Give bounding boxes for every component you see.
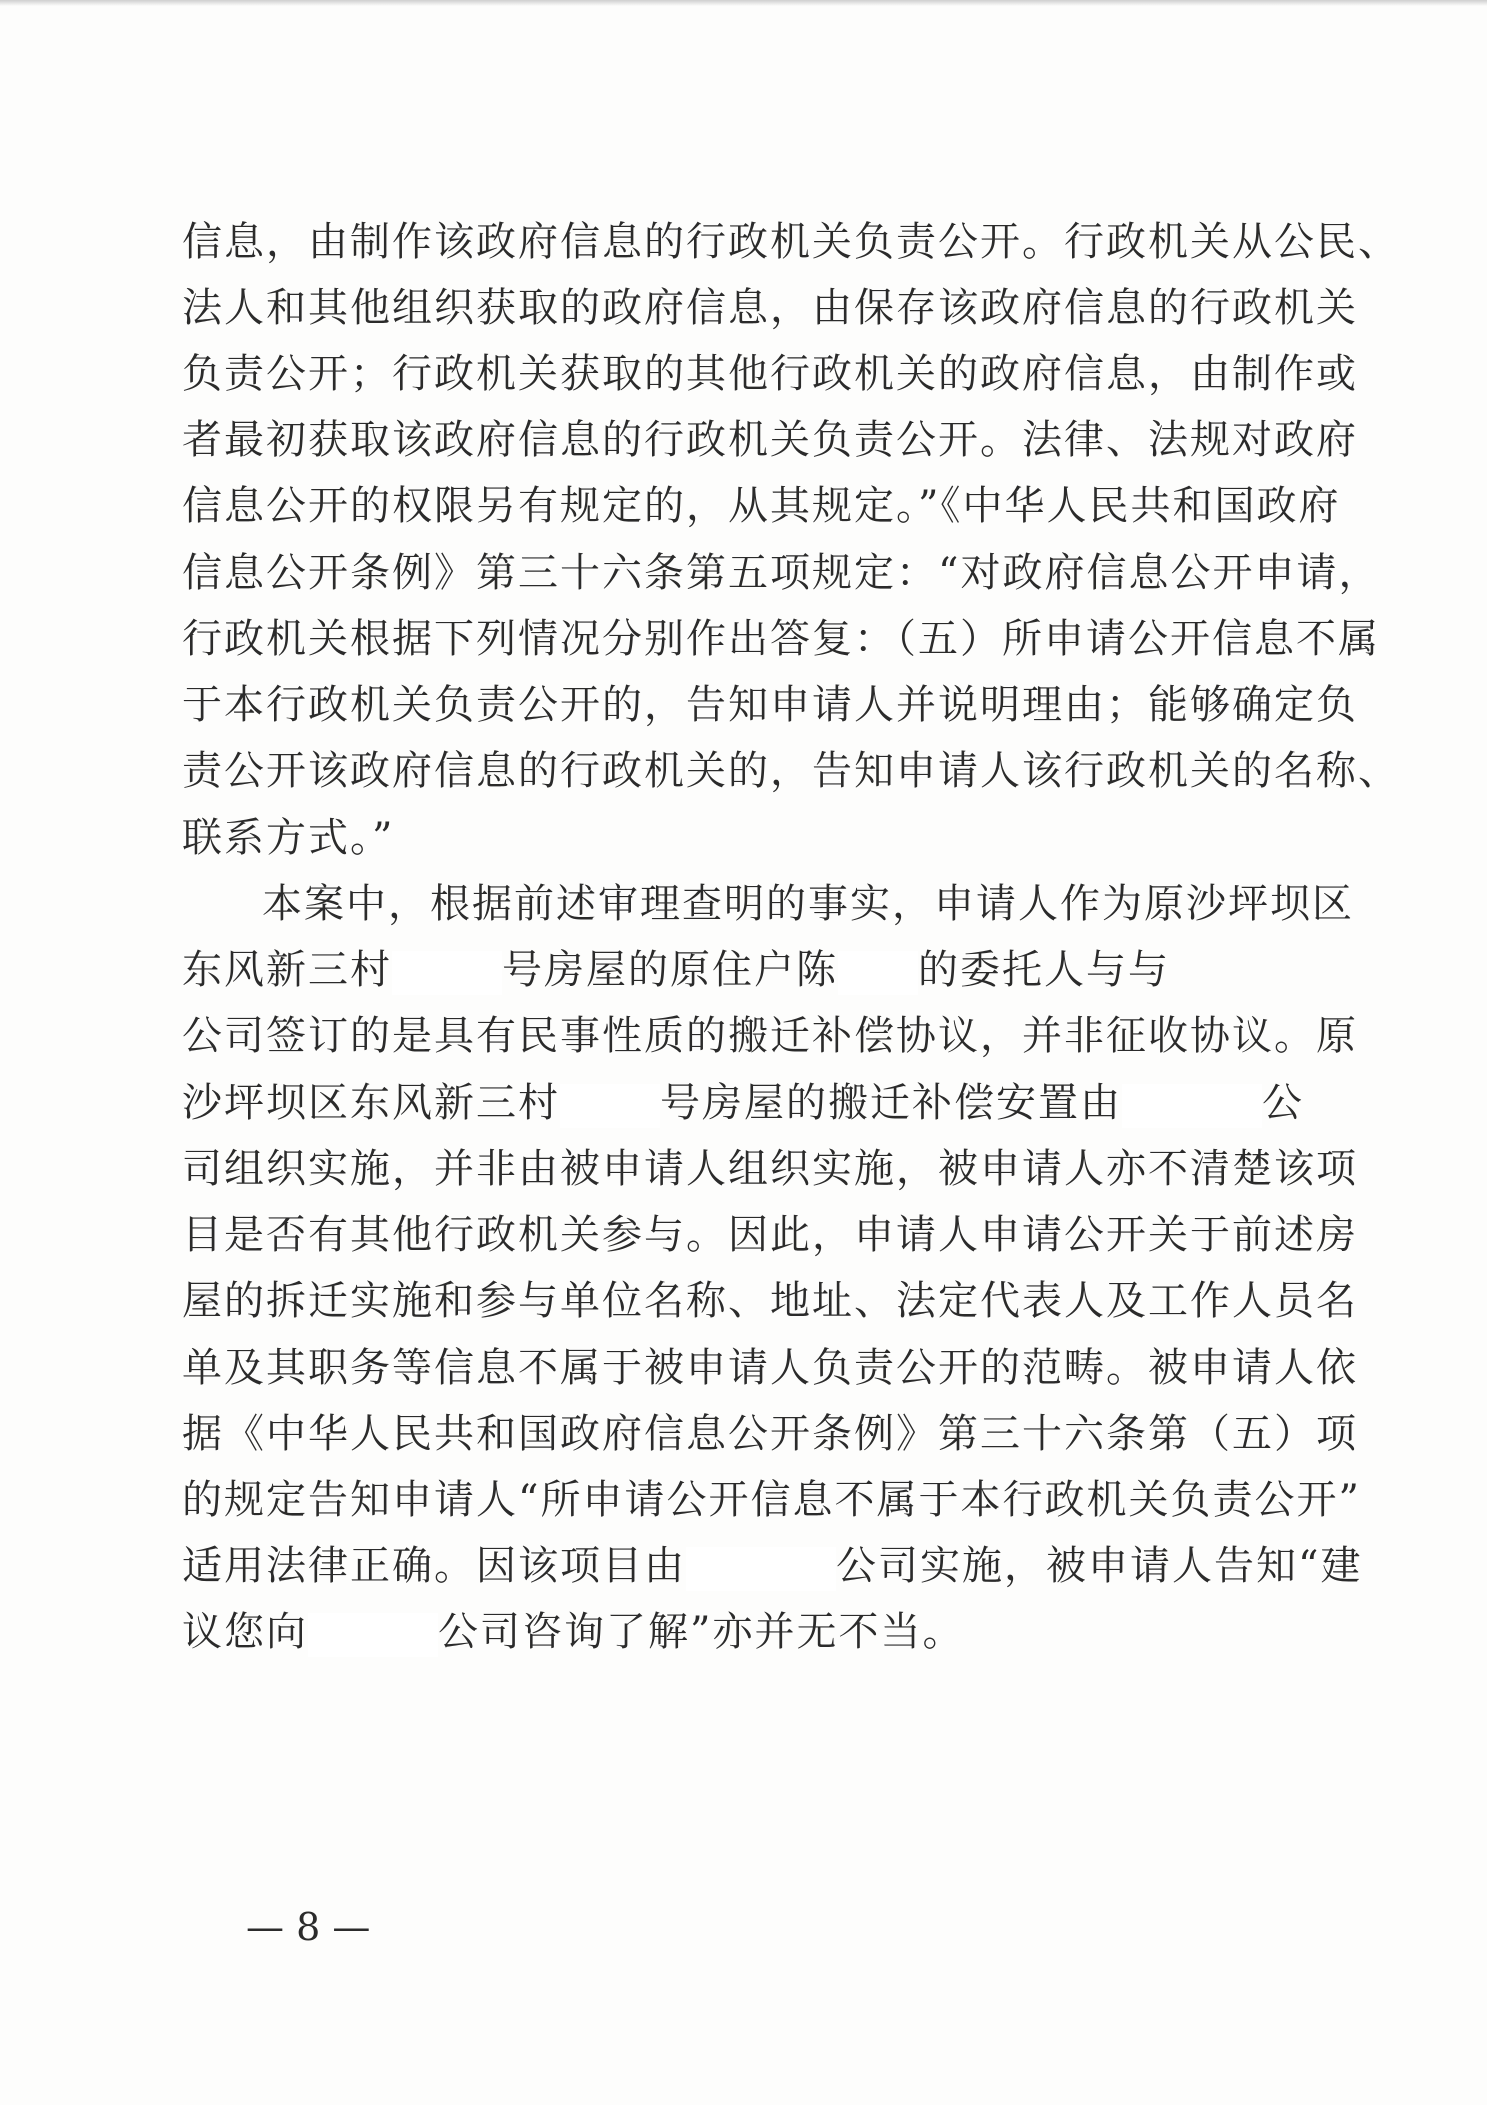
redaction-block bbox=[686, 1547, 836, 1591]
text-segment: 公司咨询了解”亦并无不当。 bbox=[438, 1609, 965, 1655]
text-line: 责公开该政府信息的行政机关的，告知申请人该行政机关的名称、 bbox=[182, 748, 1400, 794]
text-line: 单及其职务等信息不属于被申请人负责公开的范畴。被申请人依 bbox=[182, 1345, 1358, 1391]
text-line: 信息公开条例》第三十六条第五项规定：“对政府信息公开申请， bbox=[182, 550, 1381, 596]
redaction-block bbox=[1122, 1084, 1262, 1128]
redaction-block bbox=[308, 1613, 438, 1657]
text-line: 据《中华人民共和国政府信息公开条例》第三十六条第（五）项 bbox=[182, 1411, 1358, 1457]
text-line: 的规定告知申请人“所申请公开信息不属于本行政机关负责公开” bbox=[182, 1477, 1361, 1523]
text-line: 法人和其他组织获取的政府信息，由保存该政府信息的行政机关 bbox=[182, 285, 1358, 331]
text-line bbox=[182, 1075, 1304, 1131]
text-line: 于本行政机关负责公开的，告知申请人并说明理由；能够确定负 bbox=[182, 682, 1358, 728]
text-line: 者最初获取该政府信息的行政机关负责公开。法律、法规对政府 bbox=[182, 417, 1358, 463]
text-line: 联系方式。” bbox=[182, 815, 395, 861]
text-line: 公司签订的是具有民事性质的搬迁补偿协议，并非征收协议。原 bbox=[182, 1013, 1358, 1059]
text-line: 负责公开；行政机关获取的其他行政机关的政府信息，由制作或 bbox=[182, 351, 1358, 397]
text-segment: 公司实施，被申请人告知“建 bbox=[836, 1543, 1363, 1589]
redaction-block bbox=[838, 951, 918, 995]
redaction-block bbox=[392, 951, 502, 995]
text-line: 行政机关根据下列情况分别作出答复：（五）所申请公开信息不属 bbox=[182, 616, 1380, 662]
text-segment: 沙坪坝区东风新三村 bbox=[182, 1080, 560, 1126]
text-line: 目是否有其他行政机关参与。因此，申请人申请公开关于前述房 bbox=[182, 1212, 1358, 1258]
text-segment: 公 bbox=[1262, 1080, 1304, 1126]
text-line bbox=[182, 942, 1170, 998]
text-line: 司组织实施，并非由被申请人组织实施，被申请人亦不清楚该项 bbox=[182, 1146, 1358, 1192]
page-number: — 8 — bbox=[246, 1905, 371, 1949]
text-line: 信息，由制作该政府信息的行政机关负责公开。行政机关从公民、 bbox=[182, 219, 1400, 265]
text-segment: 号房屋的原住户陈 bbox=[502, 947, 838, 993]
text-segment: 东风新三村 bbox=[182, 947, 392, 993]
text-segment: 的委托人与与 bbox=[918, 947, 1170, 993]
text-segment: 议您向 bbox=[182, 1609, 308, 1655]
text-line: 信息公开的权限另有规定的，从其规定。”《中华人民共和国政府 bbox=[182, 483, 1341, 529]
text-line bbox=[182, 1604, 964, 1660]
text-line: 屋的拆迁实施和参与单位名称、地址、法定代表人及工作人员名 bbox=[182, 1278, 1358, 1324]
paragraph-start: 本案中，根据前述审理查明的事实，申请人作为原沙坪坝区 bbox=[262, 881, 1354, 927]
text-segment: 号房屋的搬迁补偿安置由 bbox=[660, 1080, 1122, 1126]
text-line bbox=[182, 1538, 1362, 1594]
redaction-block bbox=[560, 1084, 660, 1128]
scan-edge bbox=[0, 0, 1487, 6]
text-segment: 适用法律正确。因该项目由 bbox=[182, 1543, 686, 1589]
